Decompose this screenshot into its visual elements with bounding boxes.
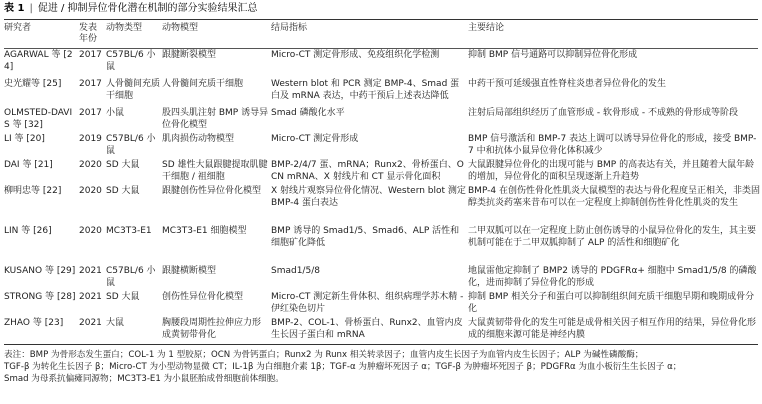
table-bottom-rule	[4, 344, 758, 345]
cell-conclusion: BMP-4 在创伤性骨化性肌炎大鼠模型的表达与骨化程度呈正相关，非类固醇类抗炎药塞来昔布可以在一定程度上抑制创伤性骨化性肌炎的发生	[468, 186, 761, 208]
cell-model: 胸腰段周期性拉伸应力形成黄韧带骨化	[162, 318, 262, 340]
cell-conclusion: 抑制 BMP 相关分子和蛋白可以抑制组织间充质干细胞早期和晚期成骨分化	[468, 292, 755, 314]
cell-conclusion: 二甲双胍可以在一定程度上防止创伤诱导的小鼠异位骨化的发生，其主要机制可能在于二甲双胍抑制了 ALP 的活性和细胞矿化	[468, 226, 757, 248]
cell-indicator: Micro-CT 测定新生骨体积、组织病理学苏木精 - 伊红染色切片	[271, 292, 464, 314]
cell-animal: SD 大鼠	[106, 160, 140, 170]
cell-author: DAI 等 [21]	[4, 160, 53, 170]
note-line: 表注：BMP 为骨形态发生蛋白；COL-1 为 1 型胶原；OCN 为骨钙蛋白；Runx2 为 Runx 相关转录因子；血管内皮生长因子为血管内皮生长因子；ALP 为碱性磷酸酶；	[4, 350, 644, 360]
cell-conclusion: 大鼠黄韧带骨化的发生可能是成骨相关因子相互作用的结果，异位骨化形成的细胞来源可能是神经内膜	[468, 318, 757, 340]
table-number: 表 1	[4, 3, 25, 15]
cell-year: 2020	[79, 226, 102, 236]
cell-model: 跟腱横断模型	[162, 266, 217, 276]
table-row	[4, 159, 758, 185]
cell-year: 2020	[79, 186, 102, 196]
cell-animal: SD 大鼠	[106, 292, 140, 302]
table-row	[4, 107, 758, 133]
cell-author: STRONG 等 [28]	[4, 292, 76, 302]
cell-indicator: BMP-2/4/7 蛋、mRNA；Runx2、骨桥蛋白、OCN mRNA、X 射线片和 CT 显示骨化面积	[271, 160, 464, 182]
table-row	[4, 265, 758, 291]
table-row	[4, 185, 761, 225]
header-year: 发表年份	[79, 23, 98, 45]
header-animal: 动物类型	[106, 23, 143, 33]
header-author: 研究者	[4, 23, 32, 33]
table-row	[4, 291, 758, 317]
table-row	[4, 49, 758, 78]
note-line: Smad 为母系抗偏瘫同源物；MC3T3-E1 为小鼠胚胎成骨细胞前体细胞。	[4, 374, 284, 385]
cell-model: SD 雄性大鼠跟腱提取肌腱干细胞 / 祖细胞	[162, 160, 268, 182]
cell-conclusion: 大鼠跟腱异位骨化的出现可能与 BMP 的高表达有关，并且随着大鼠年龄的增加，异位骨化的面积呈现逐渐上升趋势	[468, 160, 755, 182]
cell-animal: C57BL/6 小鼠	[106, 50, 156, 72]
cell-animal: 小鼠	[106, 108, 125, 118]
cell-model: 创伤性异位骨化模型	[162, 292, 244, 302]
header-model: 动物模型	[162, 23, 199, 33]
cell-author: 柳明忠等 [22]	[4, 186, 62, 196]
cell-conclusion: 注射后局部组织经历了血管形成 - 软骨形成 - 不成熟的骨形成等阶段	[468, 108, 738, 118]
cell-year: 2021	[79, 292, 102, 302]
cell-author: KUSANO 等 [29]	[4, 266, 76, 276]
cell-conclusion: 中药干预可延缓强直性脊柱炎患者异位骨化的发生	[468, 79, 667, 89]
cell-conclusion: BMP 信号激活和 BMP-7 表达上调可以诱导异位骨化的形成，接受 BMP-7 中和抗体小鼠异位骨化体积减少	[468, 134, 757, 156]
cell-author: AGARWAL 等 [24]	[4, 50, 73, 72]
table-row	[4, 133, 758, 159]
cell-model: 肌肉损伤动物模型	[162, 134, 235, 144]
cell-conclusion: 地鼠雷他定抑制了 BMP2 诱导的 PDGFRα+ 细胞中 Smad1/5/8 的磷酸化，进而抑制了异位骨化的形成	[468, 266, 757, 288]
cell-model: 跟腱创伤性异位骨化模型	[162, 186, 262, 196]
table-caption	[4, 2, 758, 16]
cell-year: 2021	[79, 266, 102, 276]
cell-year: 2021	[79, 318, 102, 328]
cell-conclusion: 抑制 BMP 信号通路可以抑制异位骨化形成	[468, 50, 638, 60]
cell-author: LIN 等 [26]	[4, 226, 52, 236]
header-indicator: 结局指标	[271, 23, 308, 33]
cell-animal: C57BL/6 小鼠	[106, 134, 156, 156]
cell-indicator: Western blot 和 PCR 测定 BMP-4、Smad 蛋白及 mRNA 表达，中药干预后上述表达降低	[271, 79, 460, 101]
cell-year: 2017	[79, 108, 102, 118]
table-row	[4, 78, 758, 107]
table-row	[4, 225, 758, 265]
table-title: 促进 / 抑制异位骨化潜在机制的部分实验结果汇总	[37, 3, 258, 15]
caption-separator: |	[29, 3, 33, 15]
cell-indicator: Micro-CT 测定骨形成	[271, 134, 359, 144]
cell-author: ZHAO 等 [23]	[4, 318, 64, 328]
header-conclusion: 主要结论	[468, 23, 505, 33]
cell-author: OLMSTED-DAVIS 等 [32]	[4, 108, 73, 130]
cell-indicator: Micro-CT 测定骨形成、免疫组织化学检测	[271, 50, 440, 60]
cell-model: MC3T3-E1 细胞模型	[162, 226, 247, 236]
cell-animal: C57BL/6 小鼠	[106, 266, 156, 288]
cell-model: 人骨髓间充质干细胞	[162, 79, 244, 89]
cell-year: 2019	[79, 134, 102, 144]
cell-year: 2020	[79, 160, 102, 170]
cell-indicator: BMP 诱导的 Smad1/5、Smad6、ALP 活性和细胞矿化降低	[271, 226, 460, 248]
cell-author: 史光耀等 [25]	[4, 79, 62, 89]
cell-indicator: Smad 磷酸化水平	[271, 108, 345, 118]
note-line: TGF-β 为转化生长因子 β；Micro-CT 为小型动物显微 CT；IL-1β 为白细胞介素 1β；TGF-α 为肿瘤坏死因子 α；TGF-β 为肿瘤坏死因子 β；PDGFRα 为血小板衍生生长因子 α；	[4, 362, 682, 373]
table-notes	[4, 349, 758, 386]
cell-indicator: Smad1/5/8	[271, 266, 320, 276]
table-row	[4, 317, 758, 344]
cell-year: 2017	[79, 79, 102, 89]
table-body	[4, 49, 761, 344]
cell-year: 2017	[79, 50, 102, 60]
cell-animal: 大鼠	[106, 318, 125, 328]
cell-animal: 人骨髓间充质干细胞	[106, 79, 161, 101]
cell-indicator: X 射线片观察异位骨化情况、Western blot 测定 BMP-4 蛋白表达	[271, 186, 466, 208]
cell-indicator: BMP-2、COL-1、骨桥蛋白、Runx2、血管内皮生长因子蛋白和 mRNA	[271, 318, 463, 340]
cell-model: 跟腱断裂模型	[162, 50, 217, 60]
cell-animal: MC3T3-E1	[106, 226, 152, 236]
cell-animal: SD 大鼠	[106, 186, 140, 196]
table-header-row	[4, 20, 758, 48]
cell-author: LI 等 [20]	[4, 134, 45, 144]
cell-model: 股四头肌注射 BMP 诱导异位骨化模型	[162, 108, 269, 130]
